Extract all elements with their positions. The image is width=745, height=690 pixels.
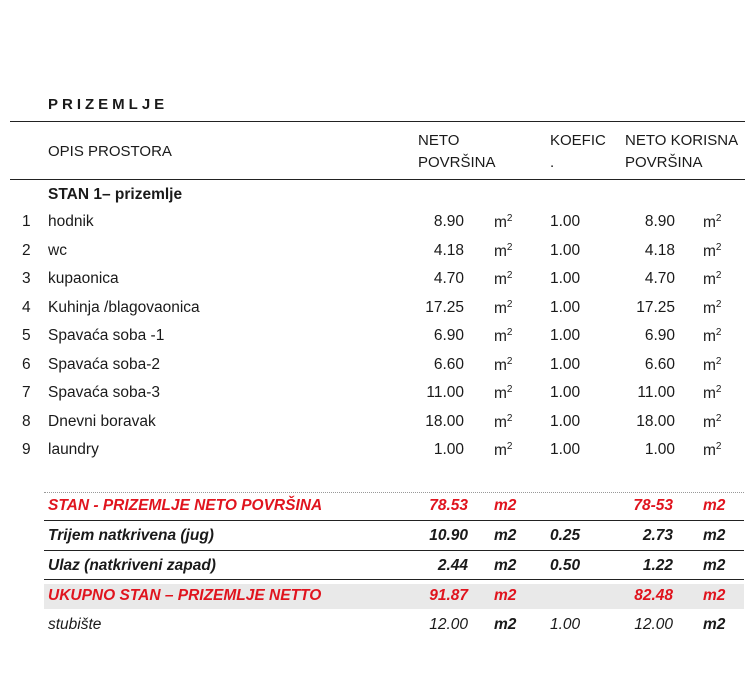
room-name: Spavaća soba -1	[48, 327, 165, 344]
room-net-unit: $m^2$	[703, 441, 722, 460]
room-area-unit: $m^2$	[494, 270, 513, 289]
room-net-unit: $m^2$	[703, 413, 722, 432]
room-net-unit: $m^2$	[703, 384, 722, 403]
summary-net-unit: m2	[703, 497, 726, 514]
room-net-area: 4.18	[644, 242, 675, 259]
header-koef	[550, 130, 606, 174]
room-net-unit: $m^2$	[703, 299, 722, 318]
summary-area-unit: m2	[494, 587, 517, 604]
room-area: 1.00	[433, 441, 464, 458]
row-number: 8	[22, 413, 31, 430]
room-area-unit: $m^2$	[494, 356, 513, 375]
header-neto-line1: NETO	[418, 132, 460, 149]
room-net-unit: $m^2$	[703, 356, 722, 375]
room-name: Dnevni boravak	[48, 413, 156, 430]
summary-koef: 1.00	[550, 616, 581, 633]
summary-area: 78.53	[429, 497, 468, 514]
room-koef: 1.00	[550, 441, 581, 458]
row-number: 2	[22, 242, 31, 259]
room-name: Spavaća soba-2	[48, 356, 161, 373]
summary-net-area: 2.73	[642, 527, 673, 544]
room-area-unit: $m^2$	[494, 441, 513, 460]
header-top-rule	[10, 121, 745, 122]
room-area: 18.00	[425, 413, 464, 430]
summary-net-area: 78-53	[633, 497, 673, 514]
room-koef: 1.00	[550, 413, 581, 430]
section-title: PRIZEMLJE	[48, 96, 169, 113]
room-area-unit: $m^2$	[494, 384, 513, 403]
header-korisna-line1: NETO KORISNA	[625, 132, 739, 149]
row-number: 3	[22, 270, 31, 287]
header-koef-line2: .	[550, 154, 555, 171]
row-number: 9	[22, 441, 31, 458]
room-koef: 1.00	[550, 384, 581, 401]
summary-area: 2.44	[437, 557, 468, 574]
room-net-area: 8.90	[644, 213, 675, 230]
summary-area: 91.87	[429, 587, 468, 604]
summary-koef: 0.25	[550, 527, 581, 544]
summary-label: UKUPNO STAN – PRIZEMLJE NETTO	[48, 587, 322, 604]
summary-divider	[44, 520, 744, 521]
room-koef: 1.00	[550, 242, 581, 259]
room-area: 11.00	[426, 384, 464, 401]
row-number: 5	[22, 327, 31, 344]
header-opis: OPIS PROSTORA	[48, 143, 172, 160]
room-area-unit: $m^2$	[494, 242, 513, 261]
room-area-unit: $m^2$	[494, 213, 513, 232]
header-korisna	[625, 130, 738, 174]
summary-net-unit: m2	[703, 557, 726, 574]
dotted-divider	[44, 492, 744, 493]
room-net-unit: $m^2$	[703, 270, 722, 289]
summary-net-unit: m2	[703, 527, 726, 544]
room-koef: 1.00	[550, 270, 581, 287]
room-area-unit: $m^2$	[494, 413, 513, 432]
room-name: kupaonica	[48, 270, 119, 287]
summary-area: 10.90	[429, 527, 468, 544]
room-net-unit: $m^2$	[703, 327, 722, 346]
header-neto-line2: POVRŠINA	[418, 154, 496, 171]
room-area-unit: $m^2$	[494, 299, 513, 318]
room-area: 4.18	[433, 242, 464, 259]
room-koef: 1.00	[550, 356, 581, 373]
room-koef: 1.00	[550, 299, 581, 316]
summary-net-area: 82.48	[634, 587, 673, 604]
row-number: 7	[22, 384, 31, 401]
room-net-area: 17.25	[636, 299, 675, 316]
room-area: 8.90	[433, 213, 464, 230]
summary-area-unit: m2	[494, 497, 517, 514]
room-name: wc	[48, 242, 67, 259]
summary-label: STAN - PRIZEMLJE NETO POVRŠINA	[48, 497, 323, 514]
header-bottom-rule	[10, 179, 745, 180]
room-net-area: 4.70	[644, 270, 675, 287]
summary-divider	[44, 579, 744, 580]
summary-area-unit: m2	[494, 616, 517, 633]
header-korisna-line2: POVRŠINA	[625, 154, 703, 171]
summary-net-area: 12.00	[634, 616, 673, 633]
summary-koef: 0.50	[550, 557, 581, 574]
row-number: 6	[22, 356, 31, 373]
summary-net-unit: m2	[703, 616, 726, 633]
room-area: 17.25	[425, 299, 464, 316]
summary-net-unit: m2	[703, 587, 726, 604]
room-net-area: 1.00	[644, 441, 675, 458]
summary-label: Ulaz (natkriveni zapad)	[48, 557, 216, 574]
row-number: 4	[22, 299, 31, 316]
room-net-area: 11.00	[637, 384, 675, 401]
room-koef: 1.00	[550, 327, 581, 344]
room-name: Kuhinja /blagovaonica	[48, 299, 200, 316]
summary-divider	[44, 550, 744, 551]
room-area: 6.90	[433, 327, 464, 344]
room-name: laundry	[48, 441, 99, 458]
section-label: STAN 1– prizemlje	[48, 186, 183, 203]
summary-net-area: 1.22	[642, 557, 673, 574]
summary-area-unit: m2	[494, 527, 517, 544]
room-net-unit: $m^2$	[703, 213, 722, 232]
summary-area: 12.00	[429, 616, 468, 633]
summary-area-unit: m2	[494, 557, 517, 574]
room-net-area: 18.00	[636, 413, 675, 430]
room-net-area: 6.90	[644, 327, 675, 344]
summary-label: stubište	[48, 616, 102, 633]
row-number: 1	[22, 213, 31, 230]
room-name: Spavaća soba-3	[48, 384, 161, 401]
room-net-area: 6.60	[644, 356, 675, 373]
header-neto	[418, 130, 496, 174]
room-name: hodnik	[48, 213, 94, 230]
room-area-unit: $m^2$	[494, 327, 513, 346]
room-area: 6.60	[433, 356, 464, 373]
room-area: 4.70	[433, 270, 464, 287]
summary-label: Trijem natkrivena (jug)	[48, 527, 214, 544]
room-koef: 1.00	[550, 213, 581, 230]
room-net-unit: $m^2$	[703, 242, 722, 261]
header-koef-line1: KOEFIC	[550, 132, 606, 149]
